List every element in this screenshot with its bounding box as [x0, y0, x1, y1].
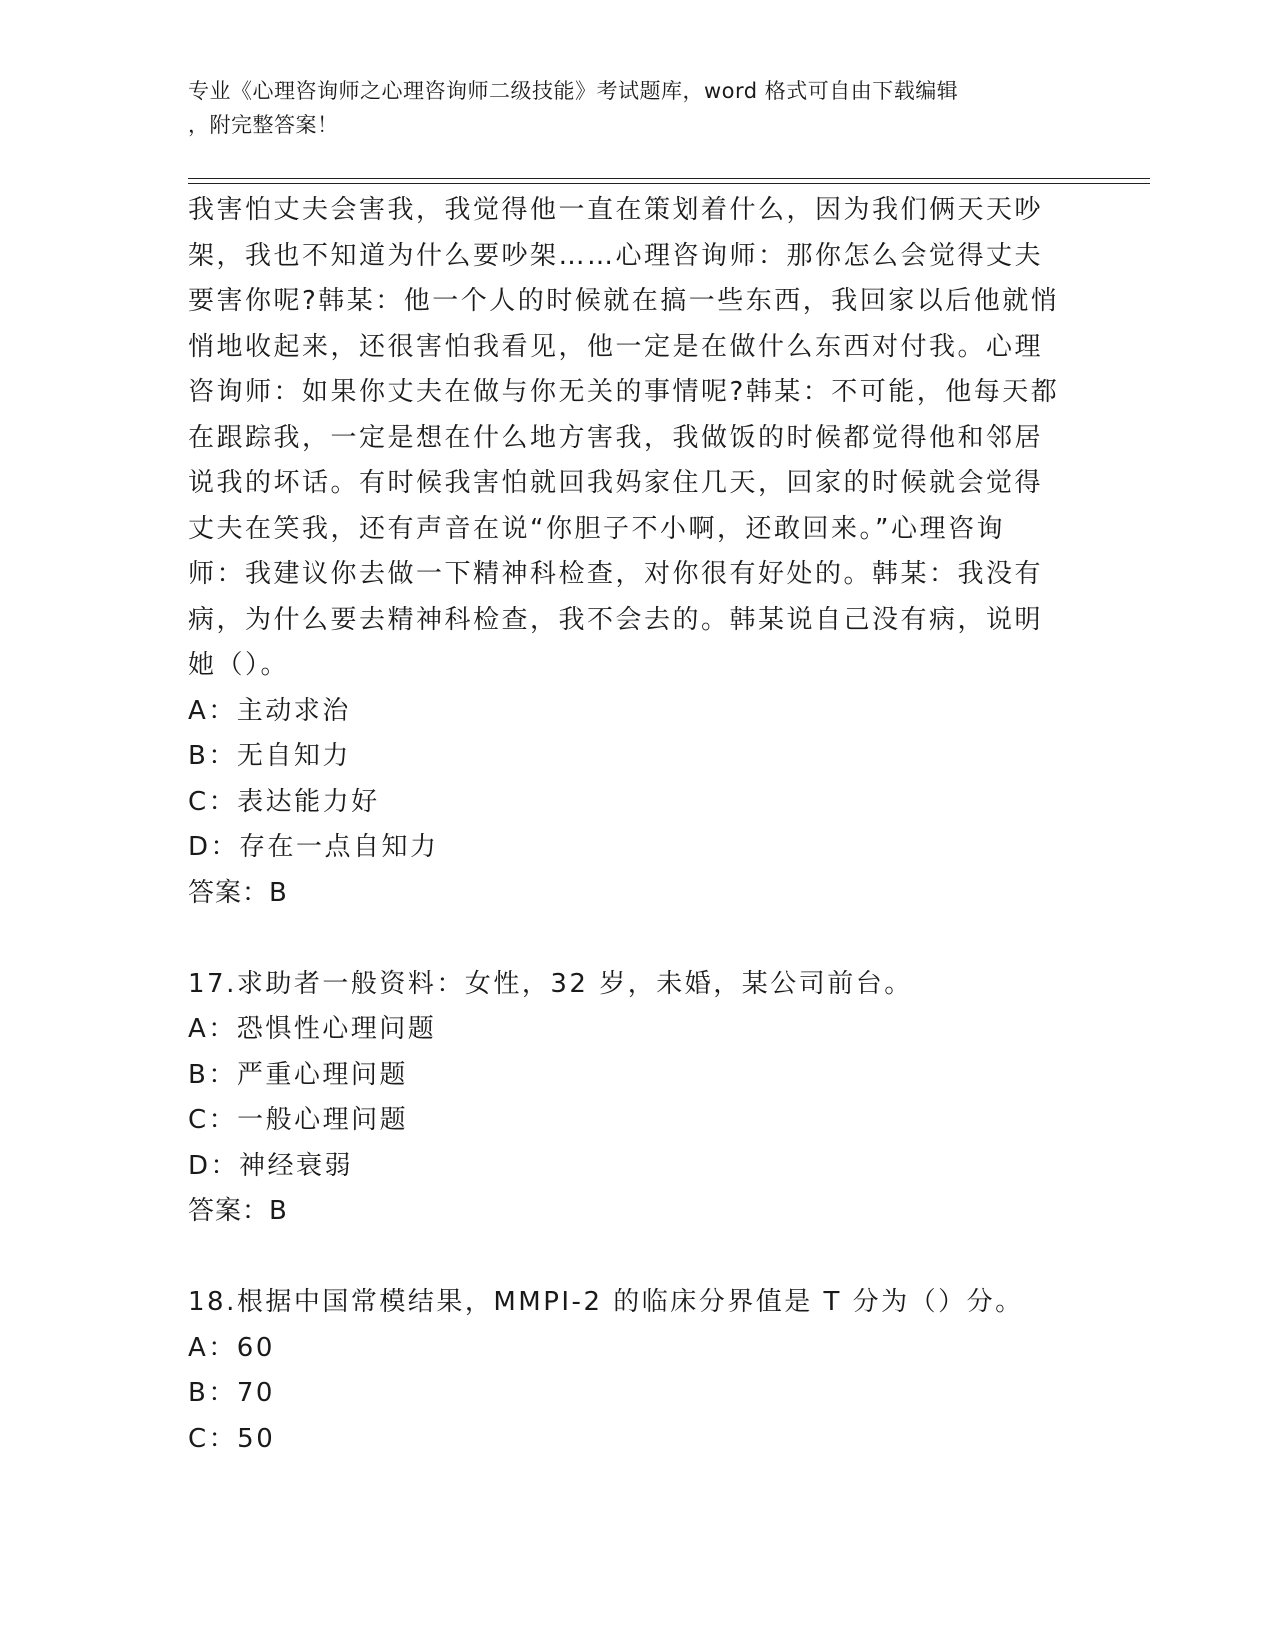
- spacer: [188, 1235, 1088, 1281]
- option-a: A：恐惧性心理问题: [188, 1014, 437, 1044]
- spacer: [188, 916, 1088, 962]
- question-stem: 18.根据中国常模结果，MMPI-2 的临床分界值是 T 分为（）分。: [188, 1287, 1024, 1317]
- stem-line: 病，为什么要去精神科检查，我不会去的。韩某说自己没有病，说明: [188, 604, 1044, 635]
- question-stem: [188, 188, 1088, 689]
- stem-line: 架，我也不知道为什么要吵架……心理咨询师：那你怎么会觉得丈夫: [188, 240, 1044, 271]
- header-divider-top: [188, 178, 1150, 179]
- stem-line: 我害怕丈夫会害我，我觉得他一直在策划着什么，因为我们俩天天吵: [188, 195, 1044, 225]
- question-block: [188, 962, 1088, 1235]
- stem-line: 丈夫在笑我，还有声音在说“你胆子不小啊，还敢回来。”心理咨询: [188, 513, 1005, 544]
- question-block: [188, 1280, 1088, 1462]
- answer-line: 答案：B: [188, 877, 288, 908]
- document-header: [188, 74, 1088, 142]
- option-c: C：一般心理问题: [188, 1105, 409, 1135]
- stem-line: 悄地收起来，还很害怕我看见，他一定是在做什么东西对付我。心理: [188, 331, 1044, 362]
- stem-line: 要害你呢?韩某：他一个人的时候就在搞一些东西，我回家以后他就悄: [188, 286, 1060, 316]
- answer-line: 答案：B: [188, 1196, 288, 1226]
- option-d: D：神经衰弱: [188, 1150, 354, 1181]
- stem-line: 说我的坏话。有时候我害怕就回我妈家住几天，回家的时候就会觉得: [188, 468, 1044, 498]
- question-block: [188, 188, 1088, 916]
- stem-line: 咨询师：如果你丈夫在做与你无关的事情呢?韩某：不可能，他每天都: [188, 377, 1060, 407]
- question-stem: 17.求助者一般资料：女性，32 岁，未婚，某公司前台。: [188, 968, 913, 999]
- option-c: C：表达能力好: [188, 786, 380, 817]
- stem-line: 在跟踪我，一定是想在什么地方害我，我做饭的时候都觉得他和邻居: [188, 422, 1044, 453]
- header-line-1: 专业《心理咨询师之心理咨询师二级技能》考试题库，word 格式可自由下载编辑: [188, 79, 959, 103]
- option-b: B：无自知力: [188, 741, 351, 771]
- stem-line: 她（）。: [188, 650, 290, 680]
- option-a: A：主动求治: [188, 695, 351, 726]
- option-d: D：存在一点自知力: [188, 832, 439, 862]
- header-line-2: ，附完整答案！: [188, 113, 339, 137]
- stem-line: 师：我建议你去做一下精神科检查，对你很有好处的。韩某：我没有: [188, 559, 1044, 589]
- header-divider-bottom: [188, 183, 1150, 184]
- option-b: B：70: [188, 1378, 275, 1408]
- option-b: B：严重心理问题: [188, 1059, 408, 1090]
- option-a: A：60: [188, 1332, 275, 1363]
- question-list: [188, 188, 1088, 1462]
- option-c: C：50: [188, 1423, 276, 1454]
